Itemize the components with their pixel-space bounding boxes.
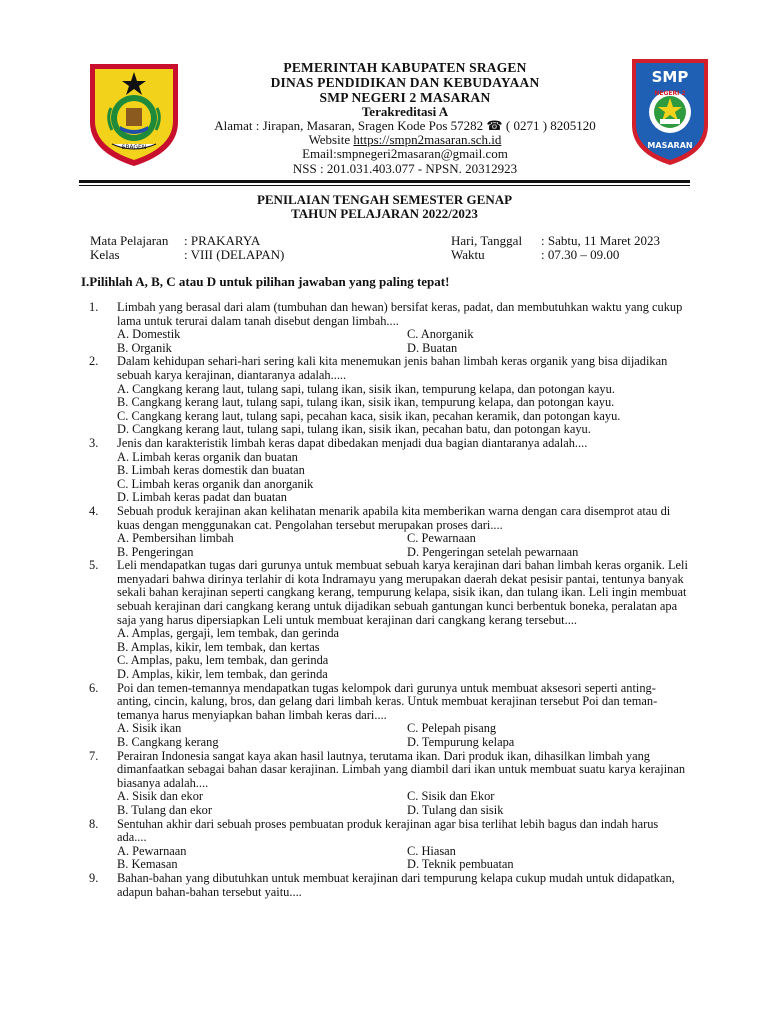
option-c[interactable]: C. Pelepah pisang: [407, 721, 497, 736]
option-d[interactable]: D. Tulang dan sisik: [407, 802, 504, 817]
letterhead-email: Email:smpnegeri2masaran@gmail.com: [302, 146, 508, 161]
question-list: [89, 301, 689, 899]
question-number: 7.: [89, 748, 99, 763]
option-a[interactable]: A. Cangkang kerang laut, tulang sapi, tulang ikan, sisik ikan, tempurung kelapa, dan potongan kayu.: [117, 381, 615, 396]
class-label: Kelas: [90, 247, 120, 262]
letterhead-divider-thin: [79, 185, 690, 186]
right-logo-bottom-text: MASARAN: [647, 141, 693, 150]
options: [117, 532, 689, 559]
info-class: [90, 247, 284, 263]
question-number: 9.: [89, 870, 99, 885]
option-b[interactable]: B. Tulang dan ekor: [117, 802, 212, 817]
info-time: [451, 247, 619, 263]
question-text: Perairan Indonesia sangat kaya akan hasil lautnya, terutama ikan. Dari produk ikan, dihasilkan limbah yang dimanfaatkan sebagai bahan dasar kerajinan. Limbah yang diambil dari ikan untuk membuat suatu karya kerajinan biasanya adalah....: [117, 748, 686, 790]
option-c[interactable]: C. Pewarnaan: [407, 531, 476, 546]
question-number: 1.: [89, 300, 99, 314]
option-d[interactable]: D. Teknik pembuatan: [407, 857, 514, 872]
options: [117, 722, 689, 749]
class-value: : VIII (DELAPAN): [184, 247, 285, 262]
question-number: 6.: [89, 680, 99, 695]
question-text: Leli mendapatkan tugas dari gurunya untuk membuat sebuah karya kerajinan dari bahan limbah keras organik. Leli menyadari bahwa dirinya terlahir di kota Indramayu yang merupakan daerah dekat pesisir pantai, tentunya banyak sekali bahan kerajinan seperti cangkang kerang, tempurung kelapa, sisik ikan, dan tulang ikan. Leli ingin membuat sebuah kerajinan dari cangkang kerang untuk dijadikan sebuah gantungan kunci berbentuk boneka, peralatan apa saja yang harus dipersiapkan Leli untuk membuat kerajinan dari cangkang kerang tersebut....: [117, 558, 688, 627]
question-2: [89, 355, 689, 437]
subject-value: : PRAKARYA: [184, 233, 261, 248]
exam-title: PENILAIAN TENGAH SEMESTER GENAP: [256, 192, 513, 207]
left-logo-text: SRAGEN: [121, 144, 147, 151]
question-text: Bahan-bahan yang dibutuhkan untuk membuat kerajinan dari tempurung kelapa cukup mudah untuk didapatkan, adapun bahan-bahan tersebut yaitu....: [117, 870, 675, 899]
letterhead-accreditation: Terakreditasi A: [361, 104, 449, 119]
question-5: [89, 559, 689, 681]
question-7: [89, 750, 689, 818]
right-logo-ring-text: NEGERI 2: [654, 90, 686, 97]
option-c[interactable]: C. Limbah keras organik dan anorganik: [117, 476, 314, 491]
option-a[interactable]: A. Limbah keras organik dan buatan: [117, 449, 298, 464]
option-c[interactable]: C. Amplas, paku, lem tembak, dan gerinda: [117, 653, 329, 668]
section-instruction: I.Pilihlah A, B, C atau D untuk pilihan jawaban yang paling tepat!: [81, 274, 450, 289]
option-a[interactable]: A. Pembersihan limbah: [117, 531, 234, 546]
day-label: Hari, Tanggal: [451, 233, 523, 248]
option-b[interactable]: B. Pengeringan: [117, 544, 194, 559]
option-b[interactable]: B. Kemasan: [117, 857, 178, 872]
letterhead-nss-npsn: NSS : 201.031.403.077 - NPSN. 20312923: [292, 161, 518, 176]
option-d[interactable]: D. Limbah keras padat dan buatan: [117, 490, 287, 505]
question-number: 4.: [89, 503, 99, 518]
option-c[interactable]: C. Anorganik: [407, 327, 474, 342]
question-text: Sentuhan akhir dari sebuah proses pembuatan produk kerajinan agar bisa terlihat lebih bagus dan indah harus ada....: [117, 816, 659, 845]
question-8: [89, 818, 689, 872]
question-text: Jenis dan karakteristik limbah keras dapat dibedakan menjadi dua bagian diantaranya adalah....: [117, 435, 588, 450]
exam-academic-year: TAHUN PELAJARAN 2022/2023: [291, 206, 478, 221]
question-1: [89, 301, 689, 355]
question-number: 8.: [89, 816, 99, 831]
letterhead-school-name: SMP NEGERI 2 MASARAN: [319, 90, 491, 105]
time-value: : 07.30 – 09.00: [541, 247, 620, 262]
question-4: [89, 505, 689, 559]
option-c[interactable]: C. Cangkang kerang laut, tulang sapi, pecahan kaca, sisik ikan, pecahan keramik, dan potongan kayu.: [117, 408, 621, 423]
option-a[interactable]: A. Pewarnaan: [117, 843, 187, 858]
question-text: Sebuah produk kerajinan akan kelihatan menarik apabila kita memberikan warna dengan cara disemprot atau di kuas dengan menggunakan cat. Pengolahan tersebut merupakan proses dari....: [117, 503, 671, 532]
question-9: [89, 872, 689, 899]
option-c[interactable]: C. Hiasan: [407, 843, 456, 858]
letterhead-website: [190, 132, 620, 147]
options: [117, 328, 689, 355]
school-logo: [628, 55, 712, 167]
option-b[interactable]: B. Amplas, kikir, lem tembak, dan kertas: [117, 639, 320, 654]
right-logo-top-text: SMP: [651, 68, 689, 86]
website-label: Website: [308, 132, 354, 147]
regency-logo: [86, 60, 182, 168]
option-d[interactable]: D. Pengeringan setelah pewarnaan: [407, 544, 579, 559]
question-text: Poi dan temen-temannya mendapatkan tugas kelompok dari gurunya untuk membuat aksesori seperti anting-anting, cincin, kalung, bros, dan gelang dari limbah keras. Untuk membuat kerajinan tersebut Poi dan teman-temanya harus menyiapkan bahan limbah keras dari....: [117, 680, 658, 722]
option-a[interactable]: A. Amplas, gergaji, lem tembak, dan gerinda: [117, 626, 340, 641]
day-value: : Sabtu, 11 Maret 2023: [541, 233, 661, 248]
question-3: [89, 437, 689, 505]
school-emblem-icon: [628, 55, 712, 167]
options: [117, 845, 689, 872]
question-number: 3.: [89, 435, 99, 450]
website-link[interactable]: https://smpn2masaran.sch.id: [353, 132, 502, 147]
option-d[interactable]: D. Amplas, kikir, lem tembak, dan gerinda: [117, 667, 328, 682]
letterhead-department: DINAS PENDIDIKAN DAN KEBUDAYAAN: [270, 75, 540, 90]
option-b[interactable]: B. Cangkang kerang laut, tulang sapi, tulang ikan, sisik ikan, tempurung kelapa, dan potongan kayu.: [117, 395, 615, 410]
option-b[interactable]: B. Organik: [117, 340, 172, 355]
letterhead-government: PEMERINTAH KABUPATEN SRAGEN: [283, 60, 527, 75]
option-d[interactable]: D. Tempurung kelapa: [407, 735, 515, 749]
sragen-emblem-icon: [86, 60, 182, 168]
option-a[interactable]: A. Sisik ikan: [117, 721, 182, 736]
letterhead-address: Alamat : Jirapan, Masaran, Sragen Kode Pos 57282 ☎ ( 0271 ) 8205120: [214, 118, 596, 133]
option-b[interactable]: B. Limbah keras domestik dan buatan: [117, 463, 305, 478]
option-c[interactable]: C. Sisik dan Ekor: [407, 789, 495, 804]
option-d[interactable]: D. Buatan: [407, 340, 458, 355]
question-number: 5.: [89, 558, 99, 573]
question-text: Limbah yang berasal dari alam (tumbuhan dan hewan) bersifat keras, padat, dan membutuhkan waktu yang cukup lama untuk terurai dalam tanah disebut dengan limbah....: [117, 300, 683, 328]
options: [117, 790, 689, 817]
question-6: [89, 682, 689, 750]
option-b[interactable]: B. Cangkang kerang: [117, 735, 219, 749]
option-a[interactable]: A. Domestik: [117, 327, 181, 342]
time-label: Waktu: [451, 247, 485, 262]
subject-label: Mata Pelajaran: [90, 233, 169, 248]
option-a[interactable]: A. Sisik dan ekor: [117, 789, 204, 804]
question-text: Dalam kehidupan sehari-hari sering kali kita menemukan jenis bahan limbah keras organik yang bisa dijadikan sebuah karya kerajinan, diantaranya adalah.....: [117, 354, 668, 382]
letterhead-divider-thick: [79, 180, 690, 183]
option-d[interactable]: D. Cangkang kerang laut, tulang sapi, tulang ikan, sisik ikan, pecahan batu, dan potongan kayu.: [117, 422, 591, 437]
question-number: 2.: [89, 354, 99, 369]
